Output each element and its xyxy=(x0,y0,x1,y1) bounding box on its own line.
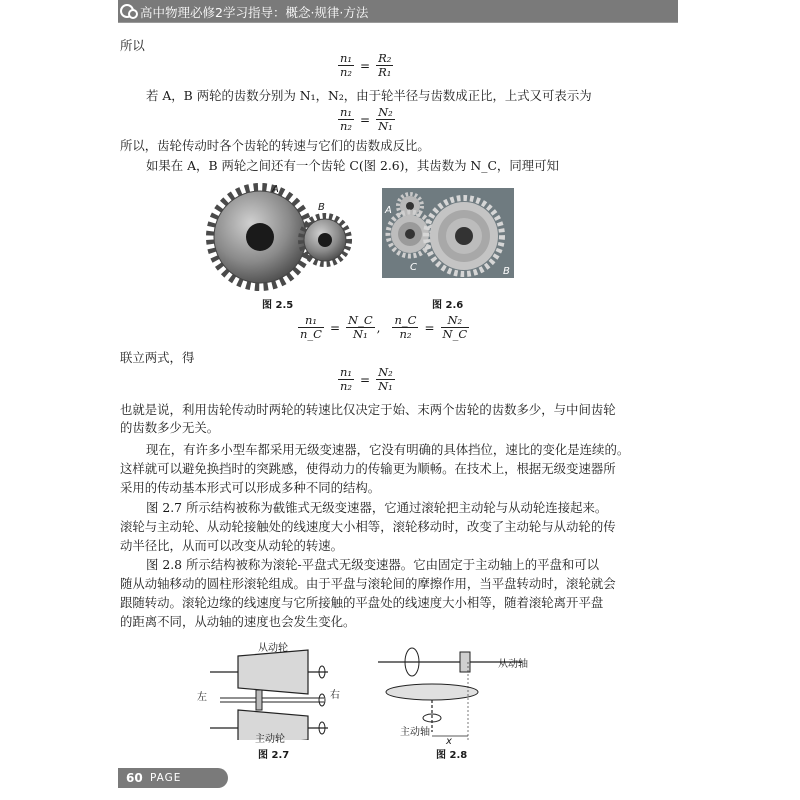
fig25-label-a: A xyxy=(272,184,279,195)
text-lianli: 联立两式，得 xyxy=(120,350,195,365)
text-yejiu-2: 的齿数多少无关。 xyxy=(120,420,220,435)
text-tu27-2: 滚轮与主动轮、从动轮接触处的线速度大小相等，滚轮移动时，改变了主动轮与从动轮的传 xyxy=(120,519,616,534)
text-suoyi-2: 所以，齿轮传动时各个齿轮的转速与它们的齿数成反比。 xyxy=(120,138,430,153)
eq3b-right-fraction: $\frac{\text{N₂}}{N\_C}$ xyxy=(442,313,468,341)
fig27-label-left: 左 xyxy=(197,692,207,703)
fig27-label-drive: 主动轮 xyxy=(255,734,285,745)
text-suoyi: 所以 xyxy=(120,38,145,53)
page-word: PAGE xyxy=(150,772,182,784)
fig27-label-driven: 从动轮 xyxy=(258,643,288,654)
fig28-label-x: x xyxy=(446,736,452,747)
figure-2-5-gears xyxy=(205,182,355,292)
text-tu28-4: 的距离不同，从动轴的速度也会发生变化。 xyxy=(120,614,356,629)
gear-a-icon xyxy=(210,187,310,287)
fig28-label-drive-shaft: 主动轴 xyxy=(400,727,430,738)
fig26-label-b: B xyxy=(503,266,510,277)
header-title: 高中物理必修2学习指导：概念·规律·方法 xyxy=(140,5,369,20)
header-ring-small-icon xyxy=(128,9,138,19)
fig26-label-a: A xyxy=(385,205,392,216)
eq4-right-fraction: $\frac{\text{N₂}}{\text{N₁}}$ xyxy=(378,365,393,393)
eq1-left-fraction: $\frac{\text{n₁}}{\text{n₂}}$ xyxy=(340,51,353,79)
eq2-left-fraction: $\frac{\text{n₁}}{\text{n₂}}$ xyxy=(340,105,353,133)
fig28-caption: 图 2.8 xyxy=(436,750,468,761)
eq1-right-fraction: $\frac{\text{R₂}}{\text{R₁}}$ xyxy=(378,51,392,79)
fig26-caption: 图 2.6 xyxy=(432,300,464,311)
eq3a-right-fraction: $\frac{N\_C}{\text{N₁}}$ xyxy=(348,313,373,341)
page-number: 60 xyxy=(126,771,143,785)
roller-icon xyxy=(220,690,325,710)
text-ruo: 若 A，B 两轮的齿数分别为 N₁，N₂，由于轮半径与齿数成正比，上式又可表示为 xyxy=(146,88,592,103)
text-tu27-3: 动半径比，从而可以改变从动轮的转速。 xyxy=(120,538,344,553)
text-xianzai-1: 现在，有许多小型车都采用无级变速器，它没有明确的具体挡位，速比的变化是连续的。 xyxy=(146,442,630,457)
fig28-label-driven-shaft: 从动轴 xyxy=(498,659,528,670)
x-distance-marker-icon xyxy=(432,662,468,740)
fig25-caption: 图 2.5 xyxy=(262,300,294,311)
text-tu27-1: 图 2.7 所示结构被称为截锥式无级变速器，它通过滚轮把主动轮与从动轮连接起来。 xyxy=(146,500,608,515)
text-xianzai-2: 这样就可以避免换挡时的突跳感，使得动力的传输更为顺畅。在技术上，根据无级变速器所 xyxy=(120,461,616,476)
equation-2: $\frac{\text{n₁}}{\text{n₂}}$ = $\frac{\text{N₂}}{\text{N₁}}$ xyxy=(340,105,393,133)
text-tu28-1: 图 2.8 所示结构被称为滚轮-平盘式无级变速器。它由固定于主动轴上的平盘和可以 xyxy=(146,557,600,572)
text-tu28-2: 随从动轴移动的圆柱形滚轮组成。由于平盘与滚轮间的摩擦作用，当平盘转动时，滚轮就会 xyxy=(120,576,616,591)
driven-shaft-icon xyxy=(210,650,328,694)
text-xianzai-3: 采用的传动基本形式可以形成多种不同的结构。 xyxy=(120,480,381,495)
equation-1: $\frac{\text{n₁}}{\text{n₂}}$ = $\frac{\text{R₂}}{\text{R₁}}$ xyxy=(340,51,392,79)
text-tu28-3: 跟随转动。滚轮边缘的线速度与它所接触的平盘处的线速度大小相等，随着滚轮离开平盘 xyxy=(120,595,604,610)
eq3b-left-fraction: $\frac{n\_C}{\text{n₂}}$ xyxy=(394,313,417,341)
fig27-caption: 图 2.7 xyxy=(258,750,290,761)
equation-3: $\frac{\text{n₁}}{n\_C}$ = $\frac{N\_C}{\text{N₁}}$ , $\frac{n\_C}{\text{n₂}}$ = $\frac{\text{N₂}}{N\_C}$ xyxy=(300,313,468,341)
header-divider xyxy=(118,22,678,23)
fig26-label-c: C xyxy=(410,262,417,273)
eq2-right-fraction: $\frac{\text{N₂}}{\text{N₁}}$ xyxy=(378,105,393,133)
equation-4: $\frac{\text{n₁}}{\text{n₂}}$ = $\frac{\text{N₂}}{\text{N₁}}$ xyxy=(340,365,393,393)
text-yejiu-1: 也就是说，利用齿轮传动时两轮的转速比仅决定于始、末两个齿轮的齿数多少，与中间齿轮 xyxy=(120,402,616,417)
fig25-label-b: B xyxy=(318,202,325,213)
text-ruguo: 如果在 A，B 两轮之间还有一个齿轮 C(图 2.6)，其齿数为 N_C，同理可知 xyxy=(146,158,559,173)
eq4-left-fraction: $\frac{\text{n₁}}{\text{n₂}}$ xyxy=(340,365,353,393)
eq3a-left-fraction: $\frac{\text{n₁}}{n\_C}$ xyxy=(300,313,322,341)
fig27-label-right: 右 xyxy=(330,690,340,701)
figure-2-6-gears xyxy=(382,188,514,278)
figure-2-7-cone-cvt xyxy=(200,640,350,740)
